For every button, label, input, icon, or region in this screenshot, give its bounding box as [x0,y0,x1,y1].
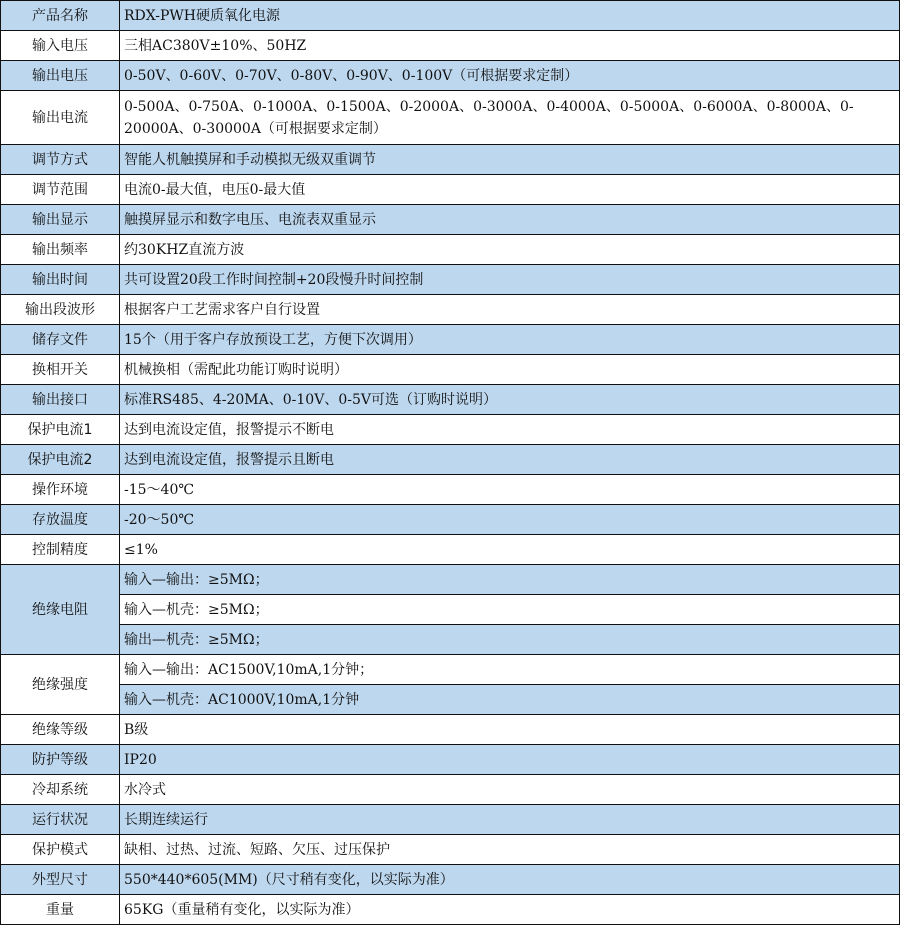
table-row [1,535,900,565]
table-row [1,1,900,31]
table-row [1,775,900,805]
row-value: 触摸屏显示和数字电压、电流表双重显示 [120,205,900,235]
row-value: -20～50℃ [120,505,900,535]
table-row [1,805,900,835]
row-label: 调节方式 [1,145,120,175]
insulation-resistance-value: 输出—机壳：≥5MΩ； [120,625,900,655]
insulation-strength-label: 绝缘强度 [1,655,120,715]
row-value: 0-500A、0-750A、0-1000A、0-1500A、0-2000A、0-3000A、0-4000A、0-5000A、0-6000A、0-8000A、0-20000A、0-30000A（可根据要求定制） [120,91,900,145]
table-row [1,505,900,535]
row-value: B级 [120,715,900,745]
row-label: 绝缘等级 [1,715,120,745]
insulation-strength-value: 输入—机壳：AC1000V,10mA,1分钟 [120,685,900,715]
row-label: 输出段波形 [1,295,120,325]
row-label: 调节范围 [1,175,120,205]
table-row [1,475,900,505]
row-label: 产品名称 [1,1,120,31]
row-label: 输出电流 [1,91,120,145]
table-row [1,385,900,415]
table-row [1,595,900,625]
row-value: 根据客户工艺需求客户自行设置 [120,295,900,325]
table-row [1,625,900,655]
row-value: 智能人机触摸屏和手动模拟无级双重调节 [120,145,900,175]
table-row [1,175,900,205]
row-value: 长期连续运行 [120,805,900,835]
table-row [1,265,900,295]
row-value: IP20 [120,745,900,775]
table-row [1,205,900,235]
table-row [1,565,900,595]
row-value: ≤1% [120,535,900,565]
table-row [1,415,900,445]
row-label: 输出接口 [1,385,120,415]
row-label: 保护电流1 [1,415,120,445]
table-row [1,145,900,175]
table-row [1,31,900,61]
table-row [1,445,900,475]
row-value: -15～40℃ [120,475,900,505]
table-row [1,355,900,385]
row-value: RDX-PWH硬质氧化电源 [120,1,900,31]
row-label: 冷却系统 [1,775,120,805]
row-label: 保护电流2 [1,445,120,475]
table-row [1,715,900,745]
row-value: 约30KHZ直流方波 [120,235,900,265]
insulation-resistance-value: 输入—输出：≥5MΩ； [120,565,900,595]
row-label: 输入电压 [1,31,120,61]
row-value: 达到电流设定值，报警提示不断电 [120,415,900,445]
row-value: 三相AC380V±10%、50HZ [120,31,900,61]
row-label: 防护等级 [1,745,120,775]
row-value: 0-50V、0-60V、0-70V、0-80V、0-90V、0-100V（可根据要求定制） [120,61,900,91]
row-label: 输出显示 [1,205,120,235]
table-row [1,91,900,145]
row-value: 机械换相（需配此功能订购时说明） [120,355,900,385]
table-row [1,865,900,895]
table-row [1,295,900,325]
table-row [1,325,900,355]
row-value: 达到电流设定值，报警提示且断电 [120,445,900,475]
row-value: 标准RS485、4-20MA、0-10V、0-5V可选（订购时说明） [120,385,900,415]
row-label: 输出频率 [1,235,120,265]
row-value: 15个（用于客户存放预设工艺，方便下次调用） [120,325,900,355]
row-value: 65KG（重量稍有变化，以实际为准） [120,895,900,925]
row-label: 重量 [1,895,120,925]
table-row [1,61,900,91]
table-row [1,235,900,265]
insulation-strength-value: 输入—输出：AC1500V,10mA,1分钟； [120,655,900,685]
row-value: 缺相、过热、过流、短路、欠压、过压保护 [120,835,900,865]
row-label: 输出电压 [1,61,120,91]
row-label: 存放温度 [1,505,120,535]
table-row [1,895,900,925]
row-label: 储存文件 [1,325,120,355]
row-value: 水冷式 [120,775,900,805]
row-value: 电流0-最大值，电压0-最大值 [120,175,900,205]
table-row [1,685,900,715]
row-label: 保护模式 [1,835,120,865]
row-value: 550*440*605(MM)（尺寸稍有变化，以实际为准） [120,865,900,895]
table-row [1,655,900,685]
row-label: 控制精度 [1,535,120,565]
row-label: 换相开关 [1,355,120,385]
row-label: 输出时间 [1,265,120,295]
row-value: 共可设置20段工作时间控制+20段慢升时间控制 [120,265,900,295]
row-label: 操作环境 [1,475,120,505]
table-row [1,835,900,865]
row-label: 运行状况 [1,805,120,835]
insulation-resistance-value: 输入—机壳：≥5MΩ； [120,595,900,625]
table-row [1,745,900,775]
row-label: 外型尺寸 [1,865,120,895]
insulation-resistance-label: 绝缘电阻 [1,565,120,655]
